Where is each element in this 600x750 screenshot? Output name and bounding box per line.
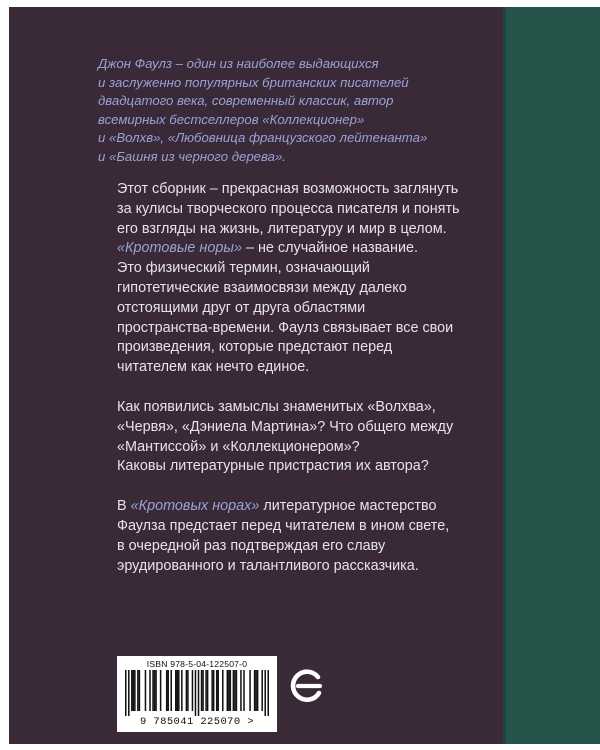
intro-line: всемирных бестселлеров «Коллекционер» bbox=[98, 111, 365, 127]
barcode-bar bbox=[216, 670, 218, 711]
paragraph1-fragment: – не случайное название. bbox=[241, 240, 419, 257]
barcode-bar bbox=[131, 670, 133, 711]
barcode-bar bbox=[240, 670, 242, 711]
barcode-bar bbox=[234, 670, 236, 711]
eksmo-logo-icon bbox=[289, 666, 325, 706]
barcode-bar bbox=[187, 670, 189, 711]
barcode-bar bbox=[178, 670, 180, 711]
barcode-bar bbox=[137, 670, 139, 711]
paragraph3-line: эрудированного и талантливого рассказчика. bbox=[117, 557, 419, 574]
barcode-bar bbox=[202, 670, 204, 711]
paragraph3-fragment: В bbox=[117, 498, 131, 515]
paragraph3-line: в очередной раз подтверждая его славу bbox=[117, 537, 386, 554]
barcode-bar bbox=[128, 670, 130, 716]
barcode-bar bbox=[243, 670, 245, 711]
paragraph1-line bbox=[117, 239, 497, 259]
barcode-bar bbox=[149, 670, 151, 711]
barcode-bar bbox=[228, 670, 230, 711]
barcode-bars bbox=[125, 670, 269, 716]
barcode-label bbox=[117, 656, 277, 732]
barcode-bar bbox=[264, 670, 266, 716]
book-title-mention: «Кротовых норах» bbox=[130, 498, 260, 515]
barcode-bar bbox=[145, 670, 147, 711]
barcode-bar bbox=[181, 670, 183, 711]
intro-line: и заслуженно популярных британских писателей bbox=[98, 74, 409, 90]
annotation-text bbox=[117, 180, 497, 576]
barcode-bar bbox=[152, 670, 154, 711]
paragraph-gap bbox=[117, 477, 497, 497]
barcode-bar bbox=[257, 670, 259, 711]
barcode-bar bbox=[170, 670, 172, 711]
intro-line: и «Волхв», «Любовница французского лейтенанта» bbox=[98, 130, 428, 145]
barcode-bar bbox=[175, 670, 177, 711]
paragraph1-line: пространства-времени. Фаулз связывает все свои bbox=[117, 319, 454, 336]
intro-line: Джон Фаулз – один из наиболее выдающихся bbox=[98, 56, 379, 71]
barcode-bar bbox=[195, 670, 197, 716]
barcode-bar bbox=[217, 670, 219, 711]
barcode-bar bbox=[198, 670, 200, 716]
intro-line: и «Башня из черного дерева». bbox=[98, 148, 286, 164]
barcode-bar bbox=[125, 670, 127, 716]
barcode-bar bbox=[154, 670, 156, 711]
spine-strip bbox=[503, 7, 600, 744]
barcode-bar bbox=[133, 670, 135, 711]
barcode-bar bbox=[211, 670, 213, 711]
isbn-text: ISBN 978-5-04-122507-0 bbox=[146, 659, 248, 669]
paragraph3-fragment: литературное мастерство bbox=[259, 498, 437, 515]
barcode-bar bbox=[261, 670, 263, 711]
barcode-bar bbox=[186, 670, 188, 711]
paragraph1-line: отстоящими друг от друга областями bbox=[117, 299, 366, 316]
barcode-bar bbox=[267, 670, 269, 716]
paragraph1-line: читателем как нечто единое. bbox=[117, 359, 310, 376]
paragraph2-line: Каковы литературные пристрастия их автора? bbox=[117, 458, 429, 475]
barcode-bar bbox=[207, 670, 209, 711]
barcode-bar bbox=[177, 670, 179, 711]
barcode-bar bbox=[227, 670, 229, 711]
paragraph1-line: гипотетические взаимосвязи между далеко bbox=[117, 279, 407, 296]
paragraph2-line: «Мантиссой» и «Коллекционером»? bbox=[117, 438, 360, 455]
barcode-bar bbox=[222, 670, 224, 711]
author-intro bbox=[98, 55, 478, 166]
barcode-bar bbox=[236, 670, 238, 711]
paragraph2-line: «Червя», «Дэниела Мартина»? Что общего между bbox=[117, 418, 454, 435]
barcode-bar bbox=[167, 670, 169, 711]
paragraph1-line: его взгляды на жизнь, литературу и мир в целом. bbox=[117, 220, 447, 237]
barcode-bar bbox=[230, 670, 232, 711]
barcode-bar bbox=[192, 670, 194, 711]
barcode-bar bbox=[155, 670, 157, 711]
paragraph1-line: Этот сборник – прекрасная возможность заглянуть bbox=[117, 181, 459, 197]
book-title-mention: «Кротовые норы» bbox=[117, 240, 242, 257]
paragraph3-line bbox=[117, 497, 497, 517]
barcode-bar bbox=[160, 670, 162, 711]
paragraph1-line: за кулисы творческого процесса писателя и понять bbox=[117, 200, 460, 217]
barcode-bar bbox=[166, 670, 168, 711]
barcode-bar bbox=[205, 670, 207, 711]
intro-line: двадцатого века, современный классик, автор bbox=[98, 93, 394, 108]
barcode-bar bbox=[255, 670, 257, 711]
barcode-digits: 9 785041 225070 > bbox=[140, 716, 254, 728]
paragraph2-line: Как появились замыслы знаменитых «Волхва», bbox=[117, 398, 436, 415]
barcode-bar bbox=[254, 670, 256, 711]
barcode-bar bbox=[249, 670, 251, 711]
barcode-bar bbox=[233, 670, 235, 711]
barcode-bar bbox=[139, 670, 141, 711]
barcode-bar bbox=[201, 670, 203, 711]
paragraph3-line: Фаулза предстает перед читателем в ином свете, bbox=[117, 517, 450, 534]
spine-fold bbox=[503, 7, 506, 744]
paragraph1-line: произведения, которые предстают перед bbox=[117, 339, 393, 356]
barcode-bar bbox=[134, 670, 136, 711]
paragraph-gap bbox=[117, 378, 497, 398]
barcode-bar bbox=[213, 670, 215, 711]
paragraph1-line: Это физический термин, означающий bbox=[117, 260, 370, 277]
